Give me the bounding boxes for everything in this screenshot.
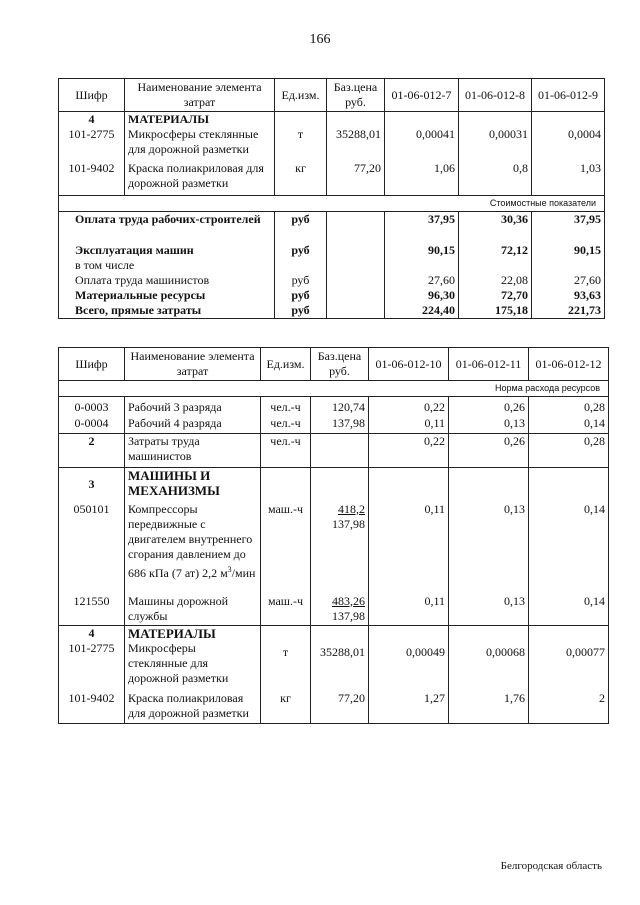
header-code: Шифр bbox=[59, 79, 125, 112]
row-price: 120,74 bbox=[311, 397, 369, 416]
header-name: Наименование элемента затрат bbox=[125, 348, 261, 381]
cost-name: в том числе bbox=[59, 258, 275, 273]
row-code: 101-9402 bbox=[59, 161, 125, 195]
row-name: Микросферы стеклянные для дорожной разметки bbox=[125, 127, 275, 161]
header-unit: Ед.изм. bbox=[261, 348, 311, 381]
row-name-sup: 3 bbox=[227, 564, 232, 574]
row-value-1: 0,00049 bbox=[369, 641, 449, 691]
cost-value-1: 37,95 bbox=[385, 211, 459, 243]
table-row bbox=[59, 594, 609, 626]
section-title: МАШИНЫ И МЕХАНИЗМЫ bbox=[125, 468, 261, 502]
cost-unit: руб bbox=[275, 288, 327, 303]
row-price-bottom: 137,98 bbox=[332, 516, 365, 531]
row-code: 101-2775 bbox=[59, 641, 125, 691]
row-value-2: 0,8 bbox=[459, 161, 532, 195]
section-code: 4 bbox=[59, 626, 125, 642]
row-value-2: 0,00031 bbox=[459, 127, 532, 161]
cost-row bbox=[59, 273, 605, 288]
table-row bbox=[59, 641, 609, 691]
header-price: Баз.цена руб. bbox=[327, 79, 385, 112]
row-code: 121550 bbox=[59, 594, 125, 626]
row-unit: чел.-ч bbox=[261, 416, 311, 434]
row-unit: маш.-ч bbox=[261, 594, 311, 626]
table-row bbox=[59, 416, 609, 434]
row-code: 050101 bbox=[59, 502, 125, 594]
row-value-1: 1,06 bbox=[385, 161, 459, 195]
cost-value-1: 27,60 bbox=[385, 273, 459, 288]
norm-note-row bbox=[59, 381, 609, 397]
row-value-1: 0,11 bbox=[369, 594, 449, 626]
resource-table-1 bbox=[58, 78, 605, 319]
page-number: 166 bbox=[309, 32, 331, 47]
row-code: 101-9402 bbox=[59, 691, 125, 723]
cost-row bbox=[59, 243, 605, 258]
row-price: 77,20 bbox=[327, 161, 385, 195]
table-row bbox=[59, 127, 605, 161]
row-price: 35288,01 bbox=[311, 641, 369, 691]
row-value-3: 0,14 bbox=[529, 502, 609, 594]
row-value-2: 0,26 bbox=[449, 397, 529, 416]
row-price-bottom: 137,98 bbox=[332, 608, 365, 623]
section-code: 4 bbox=[59, 112, 125, 128]
cost-name: Материальные ресурсы bbox=[59, 288, 275, 303]
header-col-2: 01-06-012-8 bbox=[459, 79, 532, 112]
section-row bbox=[59, 626, 609, 642]
labor-row bbox=[59, 434, 609, 468]
row-value-3: 1,03 bbox=[532, 161, 605, 195]
row-value-1: 1,27 bbox=[369, 691, 449, 723]
labor-unit: чел.-ч bbox=[261, 434, 311, 468]
section-title: МАТЕРИАЛЫ bbox=[125, 626, 261, 642]
row-name-tail: /мин bbox=[231, 565, 256, 580]
row-value-2: 0,13 bbox=[449, 416, 529, 434]
cost-value-3: 221,73 bbox=[532, 303, 605, 319]
labor-value-3: 0,28 bbox=[529, 434, 609, 468]
row-price-top: 418,2 bbox=[338, 501, 365, 516]
table-row bbox=[59, 691, 609, 723]
row-price bbox=[311, 502, 369, 594]
row-price bbox=[311, 594, 369, 626]
labor-value-2: 0,26 bbox=[449, 434, 529, 468]
row-code: 0-0004 bbox=[59, 416, 125, 434]
row-value-3: 0,14 bbox=[529, 416, 609, 434]
row-price: 35288,01 bbox=[327, 127, 385, 161]
row-value-3: 0,14 bbox=[529, 594, 609, 626]
row-price-top: 483,26 bbox=[332, 593, 365, 608]
cost-row bbox=[59, 258, 605, 273]
header-unit: Ед.изм. bbox=[275, 79, 327, 112]
row-value-2: 0,13 bbox=[449, 594, 529, 626]
header-code: Шифр bbox=[59, 348, 125, 381]
row-value-3: 0,0004 bbox=[532, 127, 605, 161]
table-header-row bbox=[59, 348, 609, 381]
cost-unit: руб bbox=[275, 211, 327, 243]
section-row bbox=[59, 112, 605, 128]
table-header-row bbox=[59, 79, 605, 112]
row-name: Краска полиакриловая для дорожной разметки bbox=[125, 161, 275, 195]
cost-value-3: 37,95 bbox=[532, 211, 605, 243]
row-value-1: 0,00041 bbox=[385, 127, 459, 161]
row-name bbox=[125, 502, 261, 594]
header-col-3: 01-06-012-12 bbox=[529, 348, 609, 381]
cost-unit: руб bbox=[275, 273, 327, 288]
table-row bbox=[59, 502, 609, 594]
header-name: Наименование элемента затрат bbox=[125, 79, 275, 112]
cost-unit: руб bbox=[275, 303, 327, 319]
cost-value-1: 90,15 bbox=[385, 243, 459, 258]
row-value-1: 0,11 bbox=[369, 416, 449, 434]
header-col-1: 01-06-012-10 bbox=[369, 348, 449, 381]
row-unit: кг bbox=[275, 161, 327, 195]
cost-value-2: 30,36 bbox=[459, 211, 532, 243]
row-value-1: 0,22 bbox=[369, 397, 449, 416]
row-unit: т bbox=[275, 127, 327, 161]
row-name: Рабочий 3 разряда bbox=[125, 397, 261, 416]
labor-name: Затраты труда машинистов bbox=[125, 434, 261, 468]
cost-row bbox=[59, 303, 605, 319]
cost-value-3: 27,60 bbox=[532, 273, 605, 288]
row-code: 101-2775 bbox=[59, 127, 125, 161]
cost-unit: руб bbox=[275, 243, 327, 258]
cost-value-1: 96,30 bbox=[385, 288, 459, 303]
row-name: Машины дорожной службы bbox=[125, 594, 261, 626]
cost-name: Эксплуатация машин bbox=[59, 243, 275, 258]
table-row bbox=[59, 161, 605, 195]
cost-value-2: 175,18 bbox=[459, 303, 532, 319]
labor-value-1: 0,22 bbox=[369, 434, 449, 468]
row-unit: маш.-ч bbox=[261, 502, 311, 594]
header-col-3: 01-06-012-9 bbox=[532, 79, 605, 112]
row-name: Микросферы стеклянные для дорожной разметки bbox=[125, 641, 261, 691]
section-title: МАТЕРИАЛЫ bbox=[125, 112, 275, 128]
norm-note: Норма расхода ресурсов bbox=[59, 381, 609, 397]
cost-note: Стоимостные показатели bbox=[59, 195, 605, 211]
cost-name: Оплата труда рабочих-строителей bbox=[59, 211, 275, 243]
row-price: 137,98 bbox=[311, 416, 369, 434]
row-name-text: Компрессоры передвижные с двигателем внутреннего сгорания давлением до 686 кПа (7 ат) 2,2 м bbox=[128, 501, 253, 580]
resource-table-2 bbox=[58, 347, 609, 724]
cost-value-3: 90,15 bbox=[532, 243, 605, 258]
cost-value-2: 72,12 bbox=[459, 243, 532, 258]
cost-value-2: 72,70 bbox=[459, 288, 532, 303]
cost-value-1: 224,40 bbox=[385, 303, 459, 319]
cost-row bbox=[59, 211, 605, 243]
row-name: Краска полиакриловая для дорожной разметки bbox=[125, 691, 261, 723]
header-price: Баз.цена руб. bbox=[311, 348, 369, 381]
row-name: Рабочий 4 разряда bbox=[125, 416, 261, 434]
row-value-2: 1,76 bbox=[449, 691, 529, 723]
header-col-2: 01-06-012-11 bbox=[449, 348, 529, 381]
cost-name: Оплата труда машинистов bbox=[59, 273, 275, 288]
cost-name: Всего, прямые затраты bbox=[59, 303, 275, 319]
labor-code: 2 bbox=[59, 434, 125, 468]
row-unit: т bbox=[261, 641, 311, 691]
row-value-3: 0,00077 bbox=[529, 641, 609, 691]
row-value-3: 2 bbox=[529, 691, 609, 723]
table-row bbox=[59, 397, 609, 416]
cost-row bbox=[59, 288, 605, 303]
row-value-2: 0,00068 bbox=[449, 641, 529, 691]
row-value-1: 0,11 bbox=[369, 502, 449, 594]
section-code: 3 bbox=[59, 468, 125, 502]
row-code: 0-0003 bbox=[59, 397, 125, 416]
cost-value-2: 22,08 bbox=[459, 273, 532, 288]
row-price: 77,20 bbox=[311, 691, 369, 723]
row-unit: чел.-ч bbox=[261, 397, 311, 416]
cost-value-3: 93,63 bbox=[532, 288, 605, 303]
section-row bbox=[59, 468, 609, 502]
row-unit: кг bbox=[261, 691, 311, 723]
row-value-3: 0,28 bbox=[529, 397, 609, 416]
header-col-1: 01-06-012-7 bbox=[385, 79, 459, 112]
cost-note-row bbox=[59, 195, 605, 211]
footer-region: Белгородская область bbox=[500, 860, 602, 872]
row-value-2: 0,13 bbox=[449, 502, 529, 594]
